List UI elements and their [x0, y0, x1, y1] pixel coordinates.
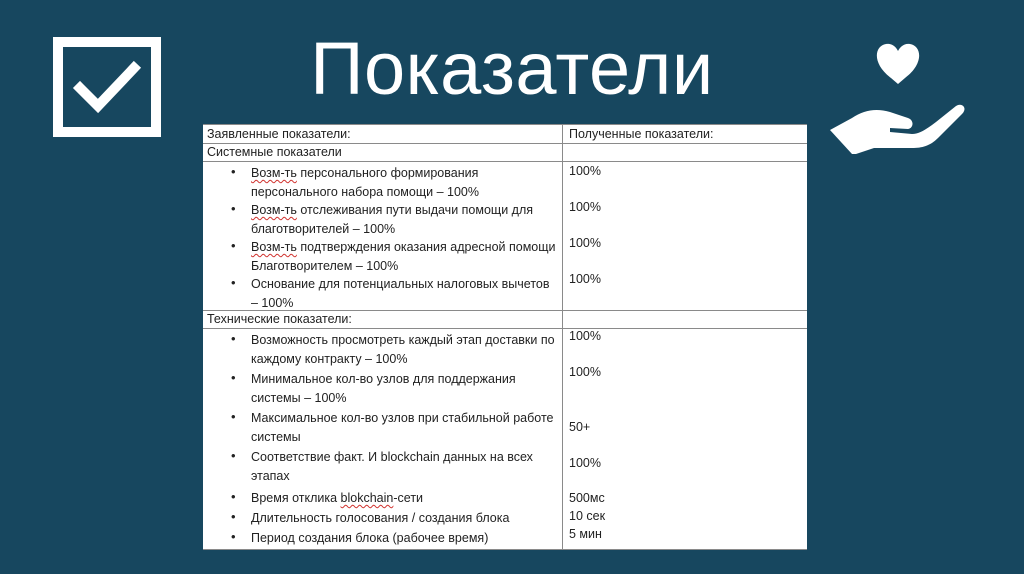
value-cell: 10 сек — [569, 509, 606, 523]
value-cell: 100% — [569, 272, 601, 286]
value-cell: 100% — [569, 329, 601, 343]
value-cell: 500мс — [569, 491, 605, 505]
section-label-tech: Технические показатели: — [207, 312, 352, 326]
indicators-table — [203, 124, 807, 549]
section-row-system — [203, 143, 807, 162]
hand-heart-icon — [828, 38, 968, 154]
slide-title: Показатели — [310, 27, 714, 110]
section-label-system: Системные показатели — [207, 145, 342, 159]
system-items-row: • Возм-ть персонального формирования персонального набора помощи – 100% 100% • Возм-ть отслеживания пути выдачи помощи для благотворителей – 100% 100% • Возм-ть подтверждения оказания адресной помощи Благотворителем – 100% 100% • Основание для потенциальных налоговых вычетов – 100% 100% — [203, 162, 807, 311]
value-cell: 100% — [569, 200, 601, 214]
value-cell: 100% — [569, 164, 601, 178]
checkbox-check-icon — [52, 36, 162, 138]
value-cell: 50+ — [569, 420, 591, 434]
value-cell: 100% — [569, 365, 601, 379]
value-cell: 100% — [569, 456, 601, 470]
value-cell: 100% — [569, 236, 601, 250]
header-obtained: Полученные показатели: — [569, 127, 714, 141]
header-declared: Заявленные показатели: — [207, 127, 351, 141]
section-row-tech — [203, 311, 807, 329]
value-cell: 5 мин — [569, 527, 602, 541]
table-header-row — [203, 124, 807, 144]
tech-items-row: • Возможность просмотреть каждый этап доставки по каждому контракту – 100% 100% • Минимальное кол-во узлов для поддержания системы – 100% 100% • Максимальное кол-во узлов при стабильной работе системы 50+ • Соответствие факт. И blockchain данных на всех этапах 100% • Время отклика blokchain-сети 500мс • Длительность голосования / создания блока 10 сек • Период создания блока (рабочее время) 5 мин — [203, 329, 807, 550]
